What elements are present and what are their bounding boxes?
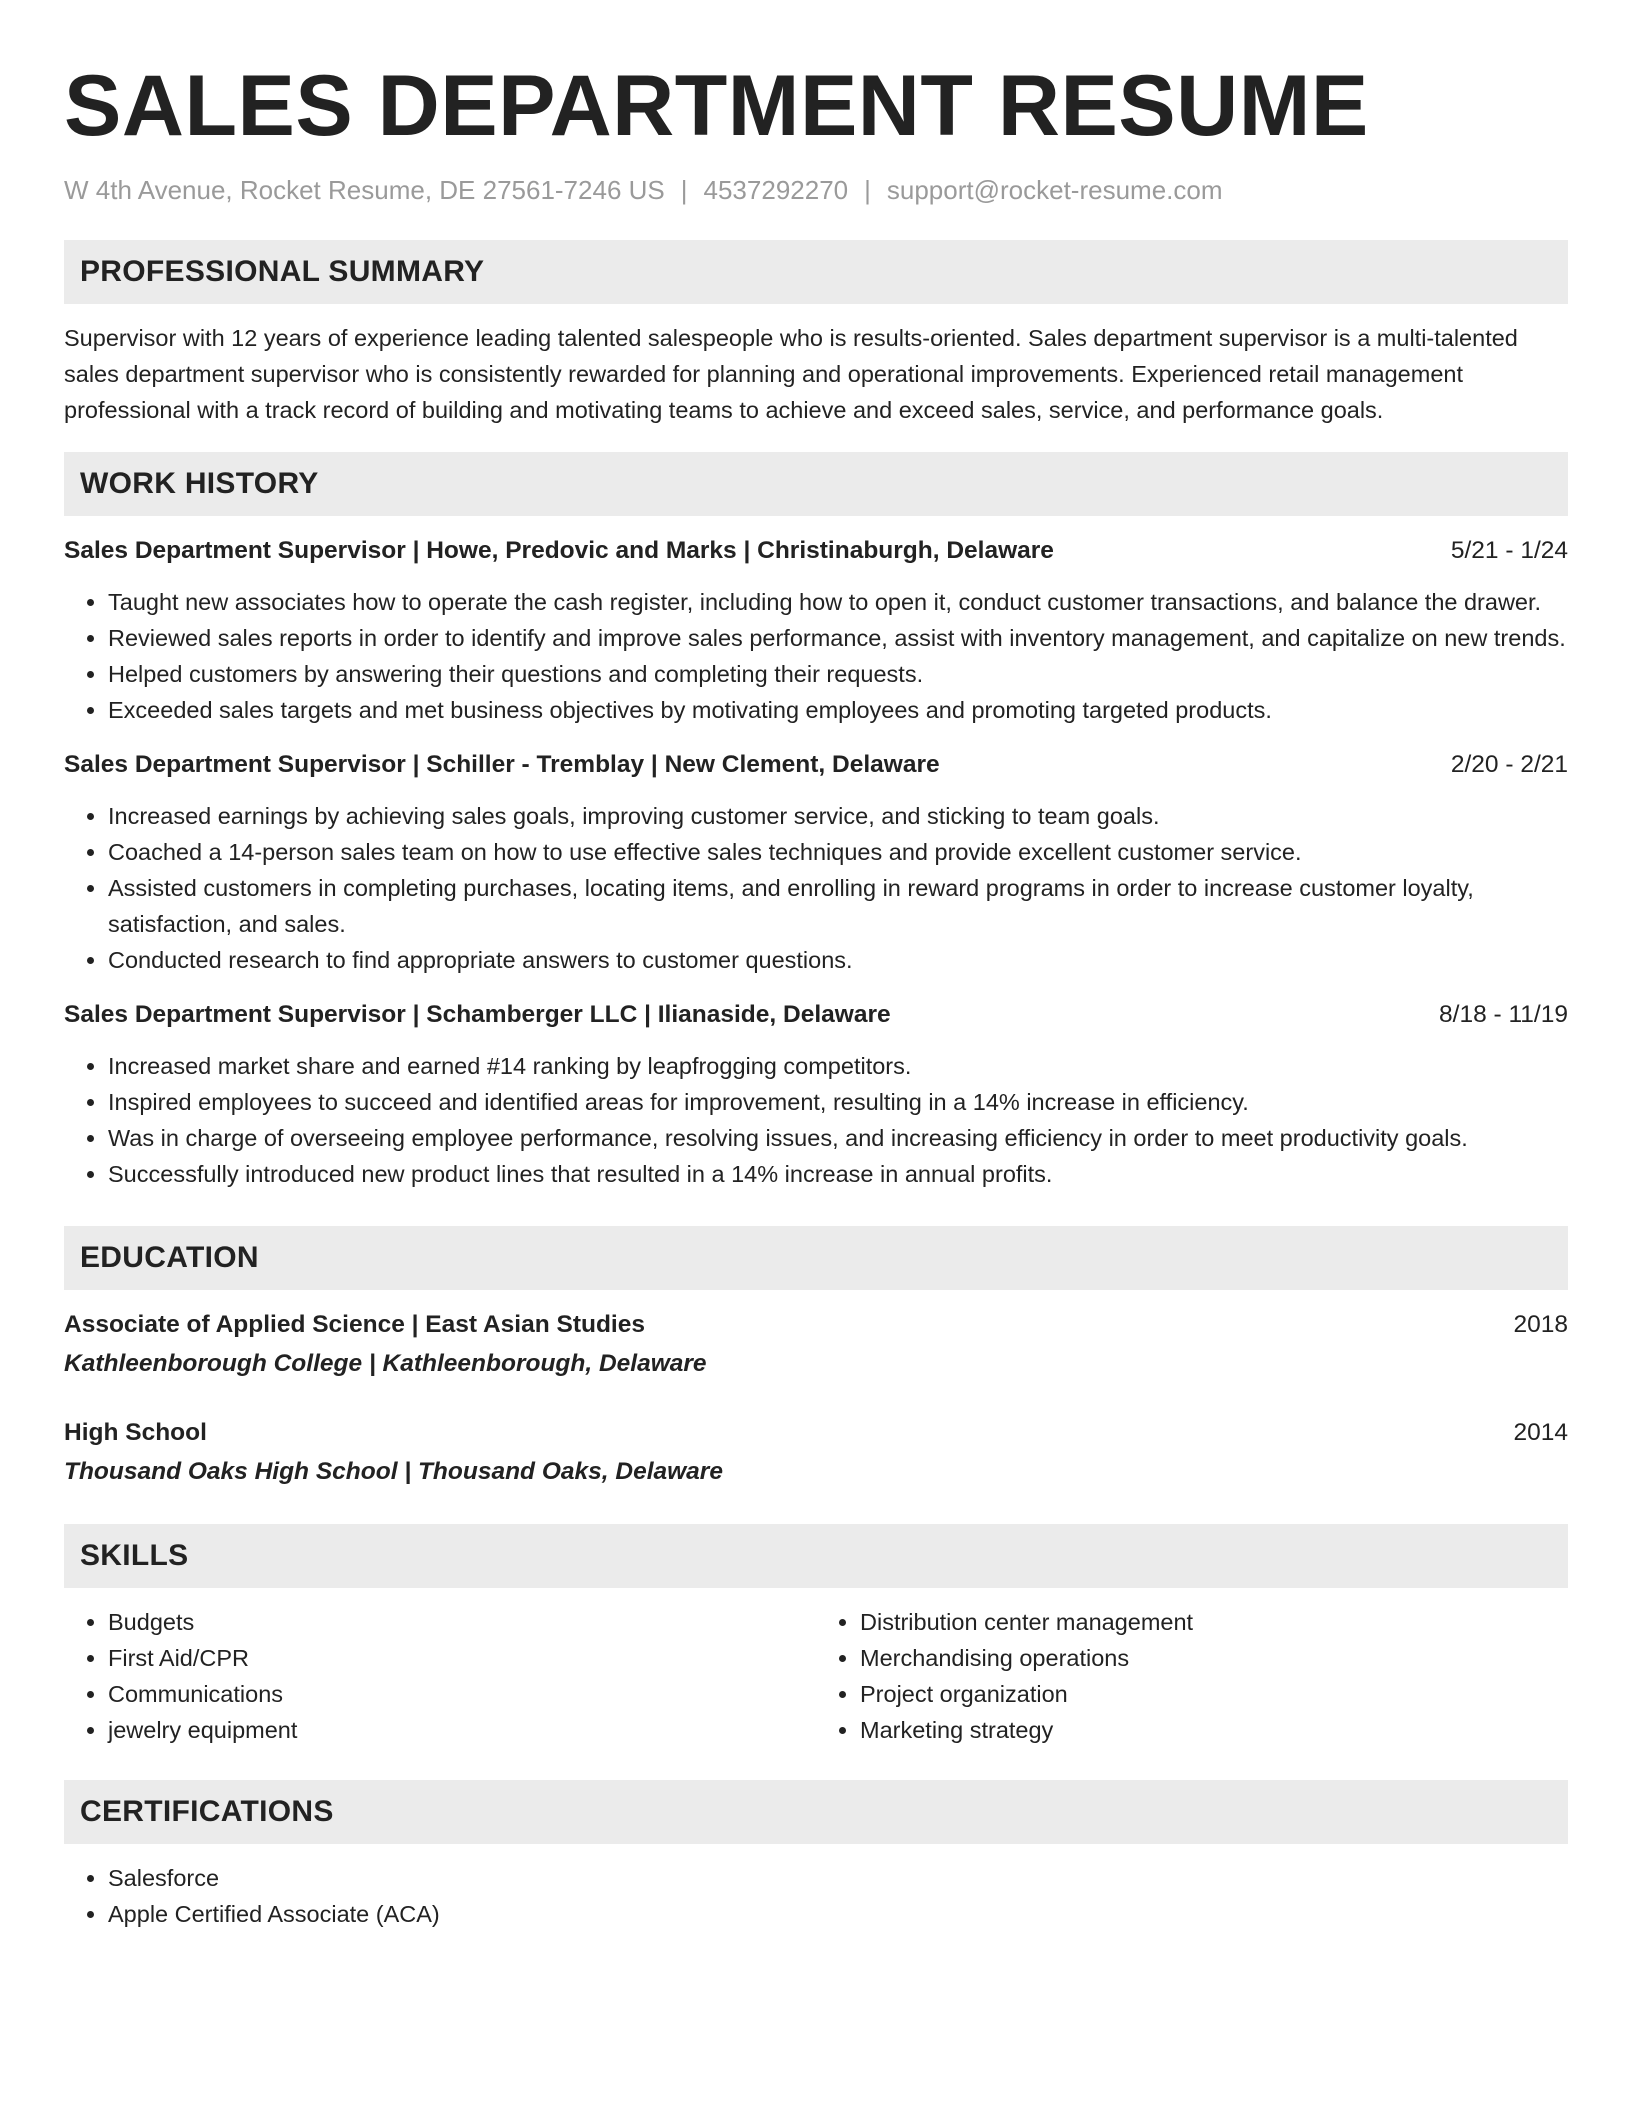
job-bullet: • Conducted research to find appropriate answers to customer questions.: [108, 942, 1568, 978]
job-title: Sales Department Supervisor | Schamberger LLC | Ilianaside, Delaware: [64, 1001, 891, 1028]
job-bullet: • Exceeded sales targets and met business objectives by motivating employees and promoting targeted products.: [108, 692, 1568, 728]
job-bullet: • Increased earnings by achieving sales goals, improving customer service, and sticking to team goals.: [108, 798, 1568, 834]
job-entry: [64, 998, 1568, 1192]
job-bullet: • Taught new associates how to operate the cash register, including how to open it, conduct customer transactions, and balance the drawer.: [108, 584, 1568, 620]
certification-item: • Salesforce: [108, 1860, 1568, 1896]
skill-item: • Merchandising operations: [860, 1640, 1568, 1676]
skills-grid: [64, 1604, 1568, 1748]
education-school: Thousand Oaks High School | Thousand Oaks, Delaware: [64, 1458, 723, 1485]
job-entry: [64, 748, 1568, 978]
job-bullet: • Assisted customers in completing purchases, locating items, and enrolling in reward programs in order to increase customer loyalty, satisfaction, and sales.: [108, 870, 1568, 942]
job-title: Sales Department Supervisor | Schiller - Tremblay | New Clement, Delaware: [64, 751, 940, 778]
section-heading-certifications: CERTIFICATIONS: [64, 1780, 1568, 1844]
job-entry: [64, 534, 1568, 728]
job-bullet: • Was in charge of overseeing employee performance, resolving issues, and increasing efficiency in order to meet productivity goals.: [108, 1120, 1568, 1156]
education-header: [64, 1416, 1568, 1450]
contact-email: support@rocket-resume.com: [886, 175, 1223, 205]
contact-separator: |: [864, 175, 871, 205]
summary-text: Supervisor with 12 years of experience leading talented salespeople who is results-oriented. Sales department supervisor is a multi-talented sales department supervisor who is consistently rewarded for planning and operational improvements. Experienced retail management professional with a track record of building and motivating teams to achieve and exceed sales, service, and performance goals.: [64, 325, 1518, 423]
job-bullet: • Successfully introduced new product lines that resulted in a 14% increase in annual profits.: [108, 1156, 1568, 1192]
skill-item: • Marketing strategy: [860, 1712, 1568, 1748]
education-degree: High School: [64, 1419, 207, 1446]
skill-item: • Distribution center management: [860, 1604, 1568, 1640]
job-bullets: [64, 584, 1568, 728]
job-dates: 2/20 - 2/21: [1450, 751, 1568, 778]
skill-item: • jewelry equipment: [108, 1712, 816, 1748]
job-bullet: • Reviewed sales reports in order to identify and improve sales performance, assist with inventory management, and capitalize on new trends.: [108, 620, 1568, 656]
education-year: 2014: [1513, 1419, 1568, 1446]
section-heading-work-history: WORK HISTORY: [64, 452, 1568, 516]
job-dates: 5/21 - 1/24: [1450, 537, 1568, 564]
section-heading-summary: PROFESSIONAL SUMMARY: [64, 240, 1568, 304]
job-bullets: [64, 798, 1568, 978]
job-dates: 8/18 - 11/19: [1439, 1001, 1568, 1028]
skill-item: • Budgets: [108, 1604, 816, 1640]
contact-separator: |: [680, 175, 688, 205]
job-header: [64, 748, 1568, 782]
education-degree: Associate of Applied Science | East Asian Studies: [64, 1311, 645, 1338]
skills-column-left: [64, 1604, 816, 1748]
job-bullet: • Helped customers by answering their questions and completing their requests.: [108, 656, 1568, 692]
skills-column-right: [816, 1604, 1568, 1748]
education-header: [64, 1308, 1568, 1342]
education-entry: [64, 1416, 1568, 1490]
education-school: Kathleenborough College | Kathleenborough, Delaware: [64, 1350, 707, 1377]
skill-item: • First Aid/CPR: [108, 1640, 816, 1676]
section-heading-education: EDUCATION: [64, 1226, 1568, 1290]
education-year: 2018: [1513, 1311, 1568, 1338]
job-bullet: • Inspired employees to succeed and identified areas for improvement, resulting in a 14% increase in efficiency.: [108, 1084, 1568, 1120]
contact-address: W 4th Avenue, Rocket Resume, DE 27561-7246 US: [64, 175, 665, 205]
certification-list: [64, 1860, 1568, 1932]
certification-item: • Apple Certified Associate (ACA): [108, 1896, 1568, 1932]
resume-title: SALES DEPARTMENT RESUME: [64, 58, 1369, 154]
contact-line: [64, 174, 1568, 206]
job-header: [64, 998, 1568, 1032]
contact-phone: 4537292270: [703, 175, 849, 205]
skill-item: • Communications: [108, 1676, 816, 1712]
job-bullet: • Coached a 14-person sales team on how to use effective sales techniques and provide excellent customer service.: [108, 834, 1568, 870]
section-heading-skills: SKILLS: [64, 1524, 1568, 1588]
education-entry: [64, 1308, 1568, 1382]
job-title: Sales Department Supervisor | Howe, Predovic and Marks | Christinaburgh, Delaware: [64, 537, 1054, 564]
skill-item: • Project organization: [860, 1676, 1568, 1712]
job-header: [64, 534, 1568, 568]
job-bullets: [64, 1048, 1568, 1192]
job-bullet: • Increased market share and earned #14 ranking by leapfrogging competitors.: [108, 1048, 1568, 1084]
